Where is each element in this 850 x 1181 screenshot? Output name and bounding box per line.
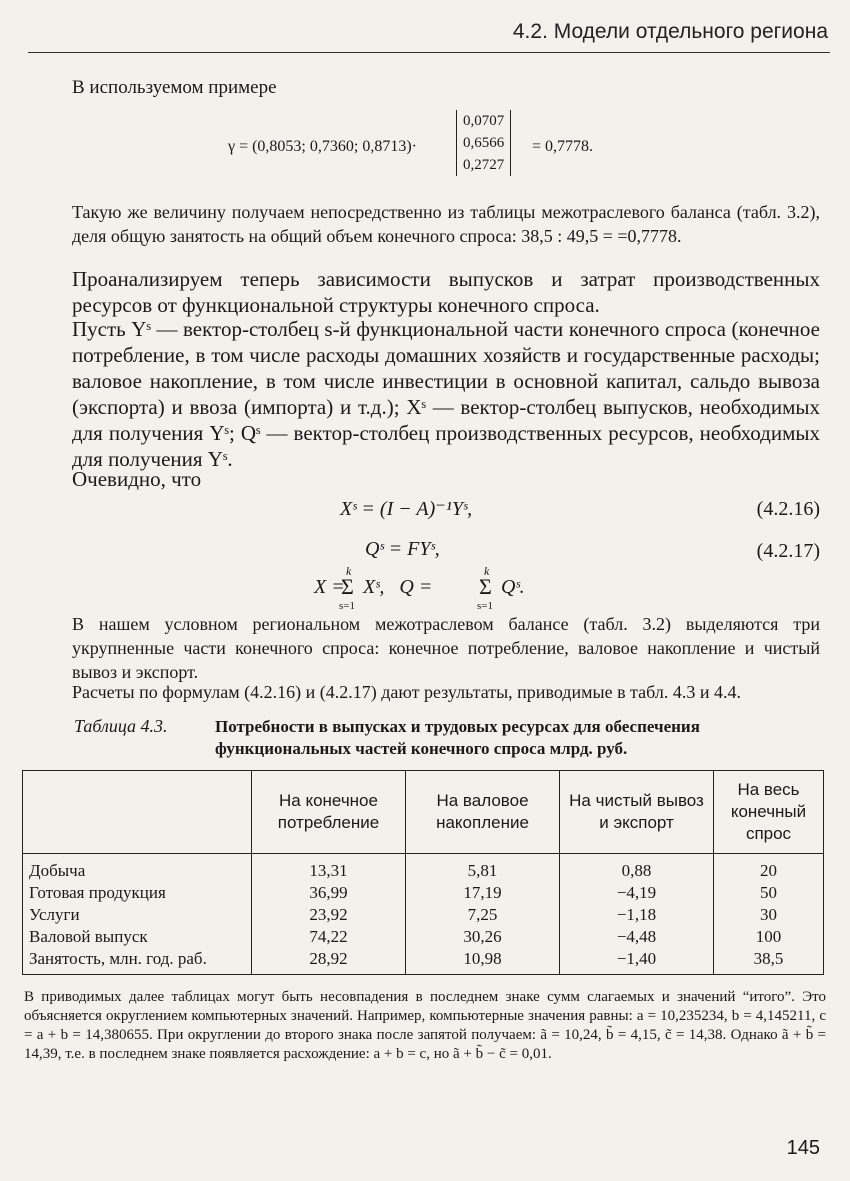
table-cell: −4,19 — [560, 882, 714, 904]
header-cell: На чистый вывоз и экспорт — [560, 771, 714, 854]
table-cell: 7,25 — [406, 904, 560, 926]
header-cell — [23, 771, 252, 854]
equation-4-2-17: Qˢ = FYˢ, — [365, 538, 440, 560]
equation-4-2-16: Xˢ = (I − A)⁻¹Yˢ, — [340, 498, 473, 520]
page-number: 145 — [786, 1137, 820, 1159]
table-row — [23, 882, 824, 904]
table-cell: 23,92 — [252, 904, 406, 926]
table-cell: −1,18 — [560, 904, 714, 926]
equation-number: (4.2.16) — [756, 498, 820, 520]
paragraph-1: Такую же величину получаем непосредственно из таблицы межотраслевого баланса (табл. 3.2), деля общую занятость на общий объем конечного спроса: 38,5 : 49,5 = =0,7778. — [72, 202, 820, 246]
data-table — [22, 770, 824, 975]
equation-number: (4.2.17) — [756, 540, 820, 562]
vector-cell: 0,6566 — [463, 135, 505, 151]
sum-top: k — [484, 564, 490, 578]
header-cell: На валовое накопление — [406, 771, 560, 854]
intro-text: В используемом примере — [72, 77, 277, 98]
footnote: В приводимых далее таблицах могут быть несовпадения в последнем знаке сумм слагаемых и значений “итого”. Это объясняется округлением компьютерных значений. Например, компьютерные значения равны: a = 10,235234, b = 4,145211, c = a + b = 14,380655. При округлении до второго знака после запятой получаем: ã = 10,24, b̃ = 4,15, c̃ = 14,38. Однако ã + b̃ = 14,39, т.е. в последнем знаке появляется расхождение: a + b = c, но ã + b̃ − c̃ = 0,01. — [24, 989, 826, 1062]
table-cell: 100 — [714, 926, 824, 948]
table-cell: 0,88 — [560, 854, 714, 883]
table-cell: 13,31 — [252, 854, 406, 883]
header-cell: На весь конечный спрос — [714, 771, 824, 854]
paragraph-6: Расчеты по формулам (4.2.16) и (4.2.17) дают результаты, приводимые в табл. 4.3 и 4.4. — [72, 682, 741, 702]
table-cell: 74,22 — [252, 926, 406, 948]
table-row — [23, 926, 824, 948]
paragraph-5: В нашем условном региональном межотраслевом балансе (табл. 3.2) выделяются три укрупненные части конечного спроса: конечное потребление, валовое накопление и чистый вывоз и экспорт. — [72, 614, 820, 682]
row-label: Готовая продукция — [23, 882, 252, 904]
table-row — [23, 904, 824, 926]
row-label: Услуги — [23, 904, 252, 926]
table-title: Потребности в выпусках и трудовых ресурсах для обеспечения функциональных частей конечного спроса млрд. руб. — [215, 717, 700, 758]
sum-part: Qˢ. — [496, 576, 525, 598]
header-cell: На конечное потребление — [252, 771, 406, 854]
table-cell: 10,98 — [406, 948, 560, 975]
table-cell: 38,5 — [714, 948, 824, 975]
paragraph-4: Очевидно, что — [72, 467, 202, 491]
sum-part: X = — [314, 576, 345, 598]
table-cell: 20 — [714, 854, 824, 883]
table-cell: −4,48 — [560, 926, 714, 948]
sum-top: k — [346, 564, 352, 578]
table-cell: 30,26 — [406, 926, 560, 948]
sum-bottom: s=1 — [339, 600, 355, 612]
running-header: 4.2. Модели отдельного региона — [512, 20, 828, 43]
table-cell: 36,99 — [252, 882, 406, 904]
gamma-rhs: = 0,7778. — [532, 138, 594, 155]
table-label: Таблица 4.3. — [74, 716, 168, 736]
table-header-row — [23, 771, 824, 854]
equation-sums — [314, 566, 574, 614]
row-label: Валовой выпуск — [23, 926, 252, 948]
table-cell: 50 — [714, 882, 824, 904]
table-cell: 17,19 — [406, 882, 560, 904]
vector-cell: 0,0707 — [463, 113, 505, 129]
gamma-lhs: γ = (0,8053; 0,7360; 0,8713)· — [228, 138, 417, 155]
sum-part: Xˢ, Q = — [358, 576, 438, 598]
header-rule — [28, 52, 830, 53]
table-row — [23, 948, 824, 975]
paragraph-3: Пусть Yˢ — вектор-столбец s-й функциональной части конечного спроса (конечное потребление, в том числе расходы домашних хозяйств и государственные расходы; валовое накопление, в том числе инвестиции в основной капитал, сальдо вывоза (экспорта) и ввоза (импорта) и т.д.); Xˢ — вектор-столбец выпусков, необходимых для получения Yˢ; Qˢ — вектор-столбец производственных ресурсов, необходимых для получения Yˢ. — [72, 317, 820, 471]
table-cell: 30 — [714, 904, 824, 926]
paragraph-2: Проанализируем теперь зависимости выпусков и затрат производственных ресурсов от функциональной структуры конечного спроса. — [72, 267, 820, 317]
sum-bottom: s=1 — [477, 600, 493, 612]
sigma-icon: Σ — [479, 574, 492, 599]
sigma-icon: Σ — [341, 574, 354, 599]
table-cell: 28,92 — [252, 948, 406, 975]
row-label: Добыча — [23, 854, 252, 883]
vector-cell: 0,2727 — [463, 157, 505, 173]
row-label: Занятость, млн. год. раб. — [23, 948, 252, 975]
gamma-equation — [228, 110, 628, 188]
table-cell: −1,40 — [560, 948, 714, 975]
table-cell: 5,81 — [406, 854, 560, 883]
gamma-vector — [456, 110, 511, 176]
table-row — [23, 854, 824, 883]
